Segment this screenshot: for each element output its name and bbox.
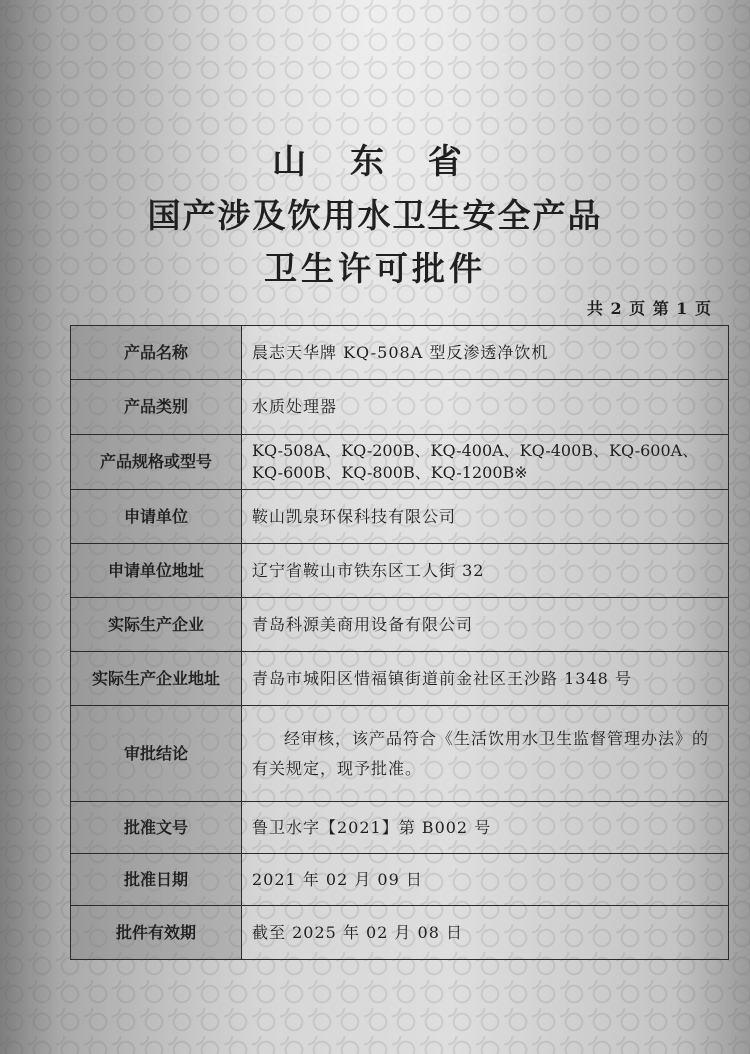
field-value: 辽宁省鞍山市铁东区工人街 32 <box>242 544 729 598</box>
table-row-product-category <box>71 380 729 435</box>
document-subtitle: 卫生许可批件 <box>264 249 486 288</box>
table-row-validity <box>71 906 729 960</box>
field-value: 水质处理器 <box>242 380 729 435</box>
table-row-applicant-address <box>71 544 729 598</box>
table-row-conclusion <box>71 706 729 802</box>
table-row-manufacturer-address <box>71 652 729 706</box>
field-value: 晨志天华牌 KQ-508A 型反渗透净饮机 <box>242 326 729 380</box>
table-row-approval-date <box>71 854 729 906</box>
field-value: 鲁卫水字【2021】第 B002 号 <box>242 802 729 854</box>
field-label: 申请单位地址 <box>71 544 242 598</box>
document-title: 国产涉及饮用水卫生安全产品 <box>147 196 603 235</box>
table-row-product-name <box>71 326 729 380</box>
table-row-approval-number <box>71 802 729 854</box>
province-heading: 山 东 省 <box>272 142 478 182</box>
table-row-manufacturer <box>71 598 729 652</box>
field-value: 截至 2025 年 02 月 08 日 <box>242 906 729 960</box>
field-label: 产品名称 <box>71 326 242 380</box>
field-value: KQ-508A、KQ-200B、KQ-400A、KQ-400B、KQ-600A、KQ-600B、KQ-800B、KQ-1200B※ <box>242 435 729 490</box>
document-header <box>0 140 750 292</box>
field-label: 批准文号 <box>71 802 242 854</box>
field-value: 鞍山凯泉环保科技有限公司 <box>242 490 729 544</box>
field-label: 产品类别 <box>71 380 242 435</box>
field-label: 产品规格或型号 <box>71 435 242 490</box>
field-label: 实际生产企业 <box>71 598 242 652</box>
table-row-model <box>71 435 729 490</box>
field-value: 经审核，该产品符合《生活饮用水卫生监督管理办法》的有关规定，现予批准。 <box>242 706 729 802</box>
permit-table <box>70 325 729 960</box>
field-label: 批件有效期 <box>71 906 242 960</box>
field-value: 青岛市城阳区惜福镇街道前金社区王沙路 1348 号 <box>242 652 729 706</box>
page-indicator: 共 2 页 第 1 页 <box>586 299 712 318</box>
field-label: 审批结论 <box>71 706 242 802</box>
field-value: 青岛科源美商用设备有限公司 <box>242 598 729 652</box>
field-label: 申请单位 <box>71 490 242 544</box>
field-label: 批准日期 <box>71 854 242 906</box>
field-value: 2021 年 02 月 09 日 <box>242 854 729 906</box>
field-label: 实际生产企业地址 <box>71 652 242 706</box>
table-row-applicant <box>71 490 729 544</box>
